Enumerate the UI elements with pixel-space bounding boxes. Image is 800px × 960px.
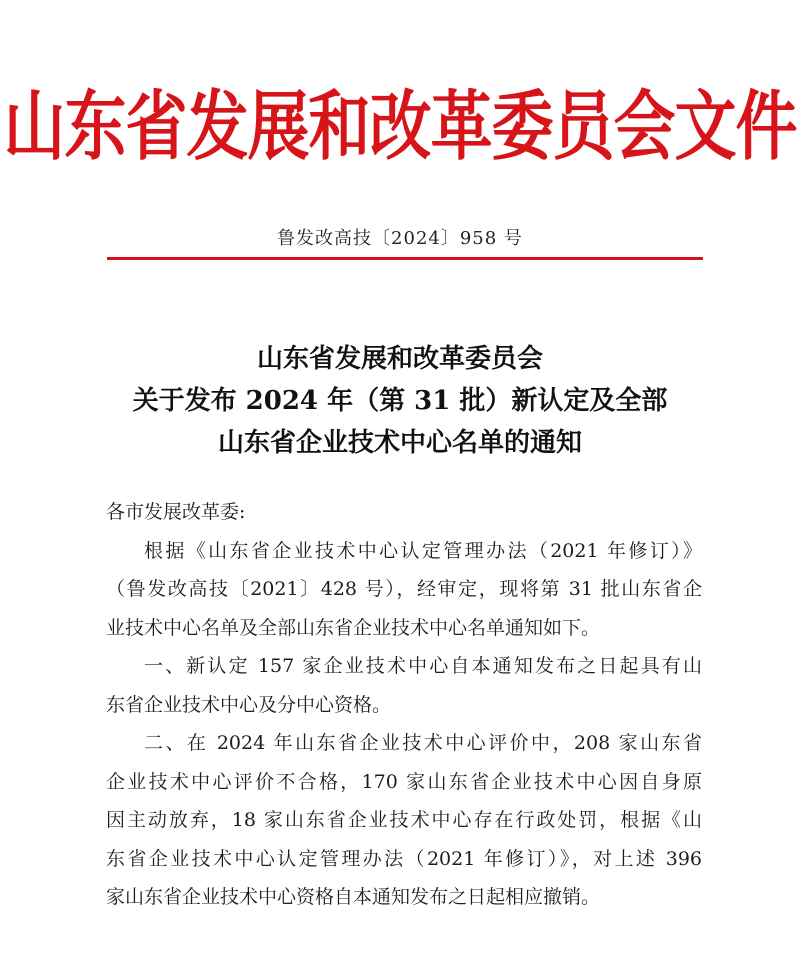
paragraph-3-line-5: 家山东省企业技术中心资格自本通知发布之日起相应撤销。 (106, 886, 601, 908)
document-number: 鲁发改高技〔2024〕958 号 (277, 228, 523, 249)
title-line-3: 山东省企业技术中心名单的通知 (217, 428, 582, 458)
paragraph-1-line-2: （鲁发改高技〔2021〕428 号），经审定，现将第 31 批山东省企 (106, 578, 702, 600)
salutation: 各市发展改革委: (106, 501, 246, 523)
paragraph-3-line-4: 东省企业技术中心认定管理办法（2021 年修订）》，对上述 396 (106, 847, 702, 870)
paragraph-3-line-3: 因主动放弃，18 家山东省企业技术中心存在行政处罚，根据《山 (106, 809, 702, 831)
paragraph-3-line-1: 二、在 2024 年山东省企业技术中心评价中，208 家山东省 (144, 732, 702, 754)
paragraph-2-line-2: 东省企业技术中心及分中心资格。 (106, 693, 392, 716)
title-line-1: 山东省发展和改革委员会 (256, 344, 543, 374)
document-body (106, 493, 702, 917)
red-divider-line (107, 257, 703, 260)
paragraph-1-line-3: 业技术中心名单及全部山东省企业技术中心名单通知如下。 (106, 616, 601, 639)
paragraph-2-line-1: 一、新认定 157 家企业技术中心自本通知发布之日起具有山 (144, 655, 702, 677)
paragraph-3-line-2: 企业技术中心评价不合格，170 家山东省企业技术中心因自身原 (106, 770, 702, 793)
document-masthead: 山东省发展和改革委员会文件 (3, 81, 797, 171)
paragraph-1-line-1: 根据《山东省企业技术中心认定管理办法（2021 年修订）》 (144, 539, 702, 562)
page-corner-mark (678, 946, 686, 952)
title-line-2: 关于发布 2024 年（第 31 批）新认定及全部 (132, 386, 668, 416)
document-title (0, 338, 800, 464)
